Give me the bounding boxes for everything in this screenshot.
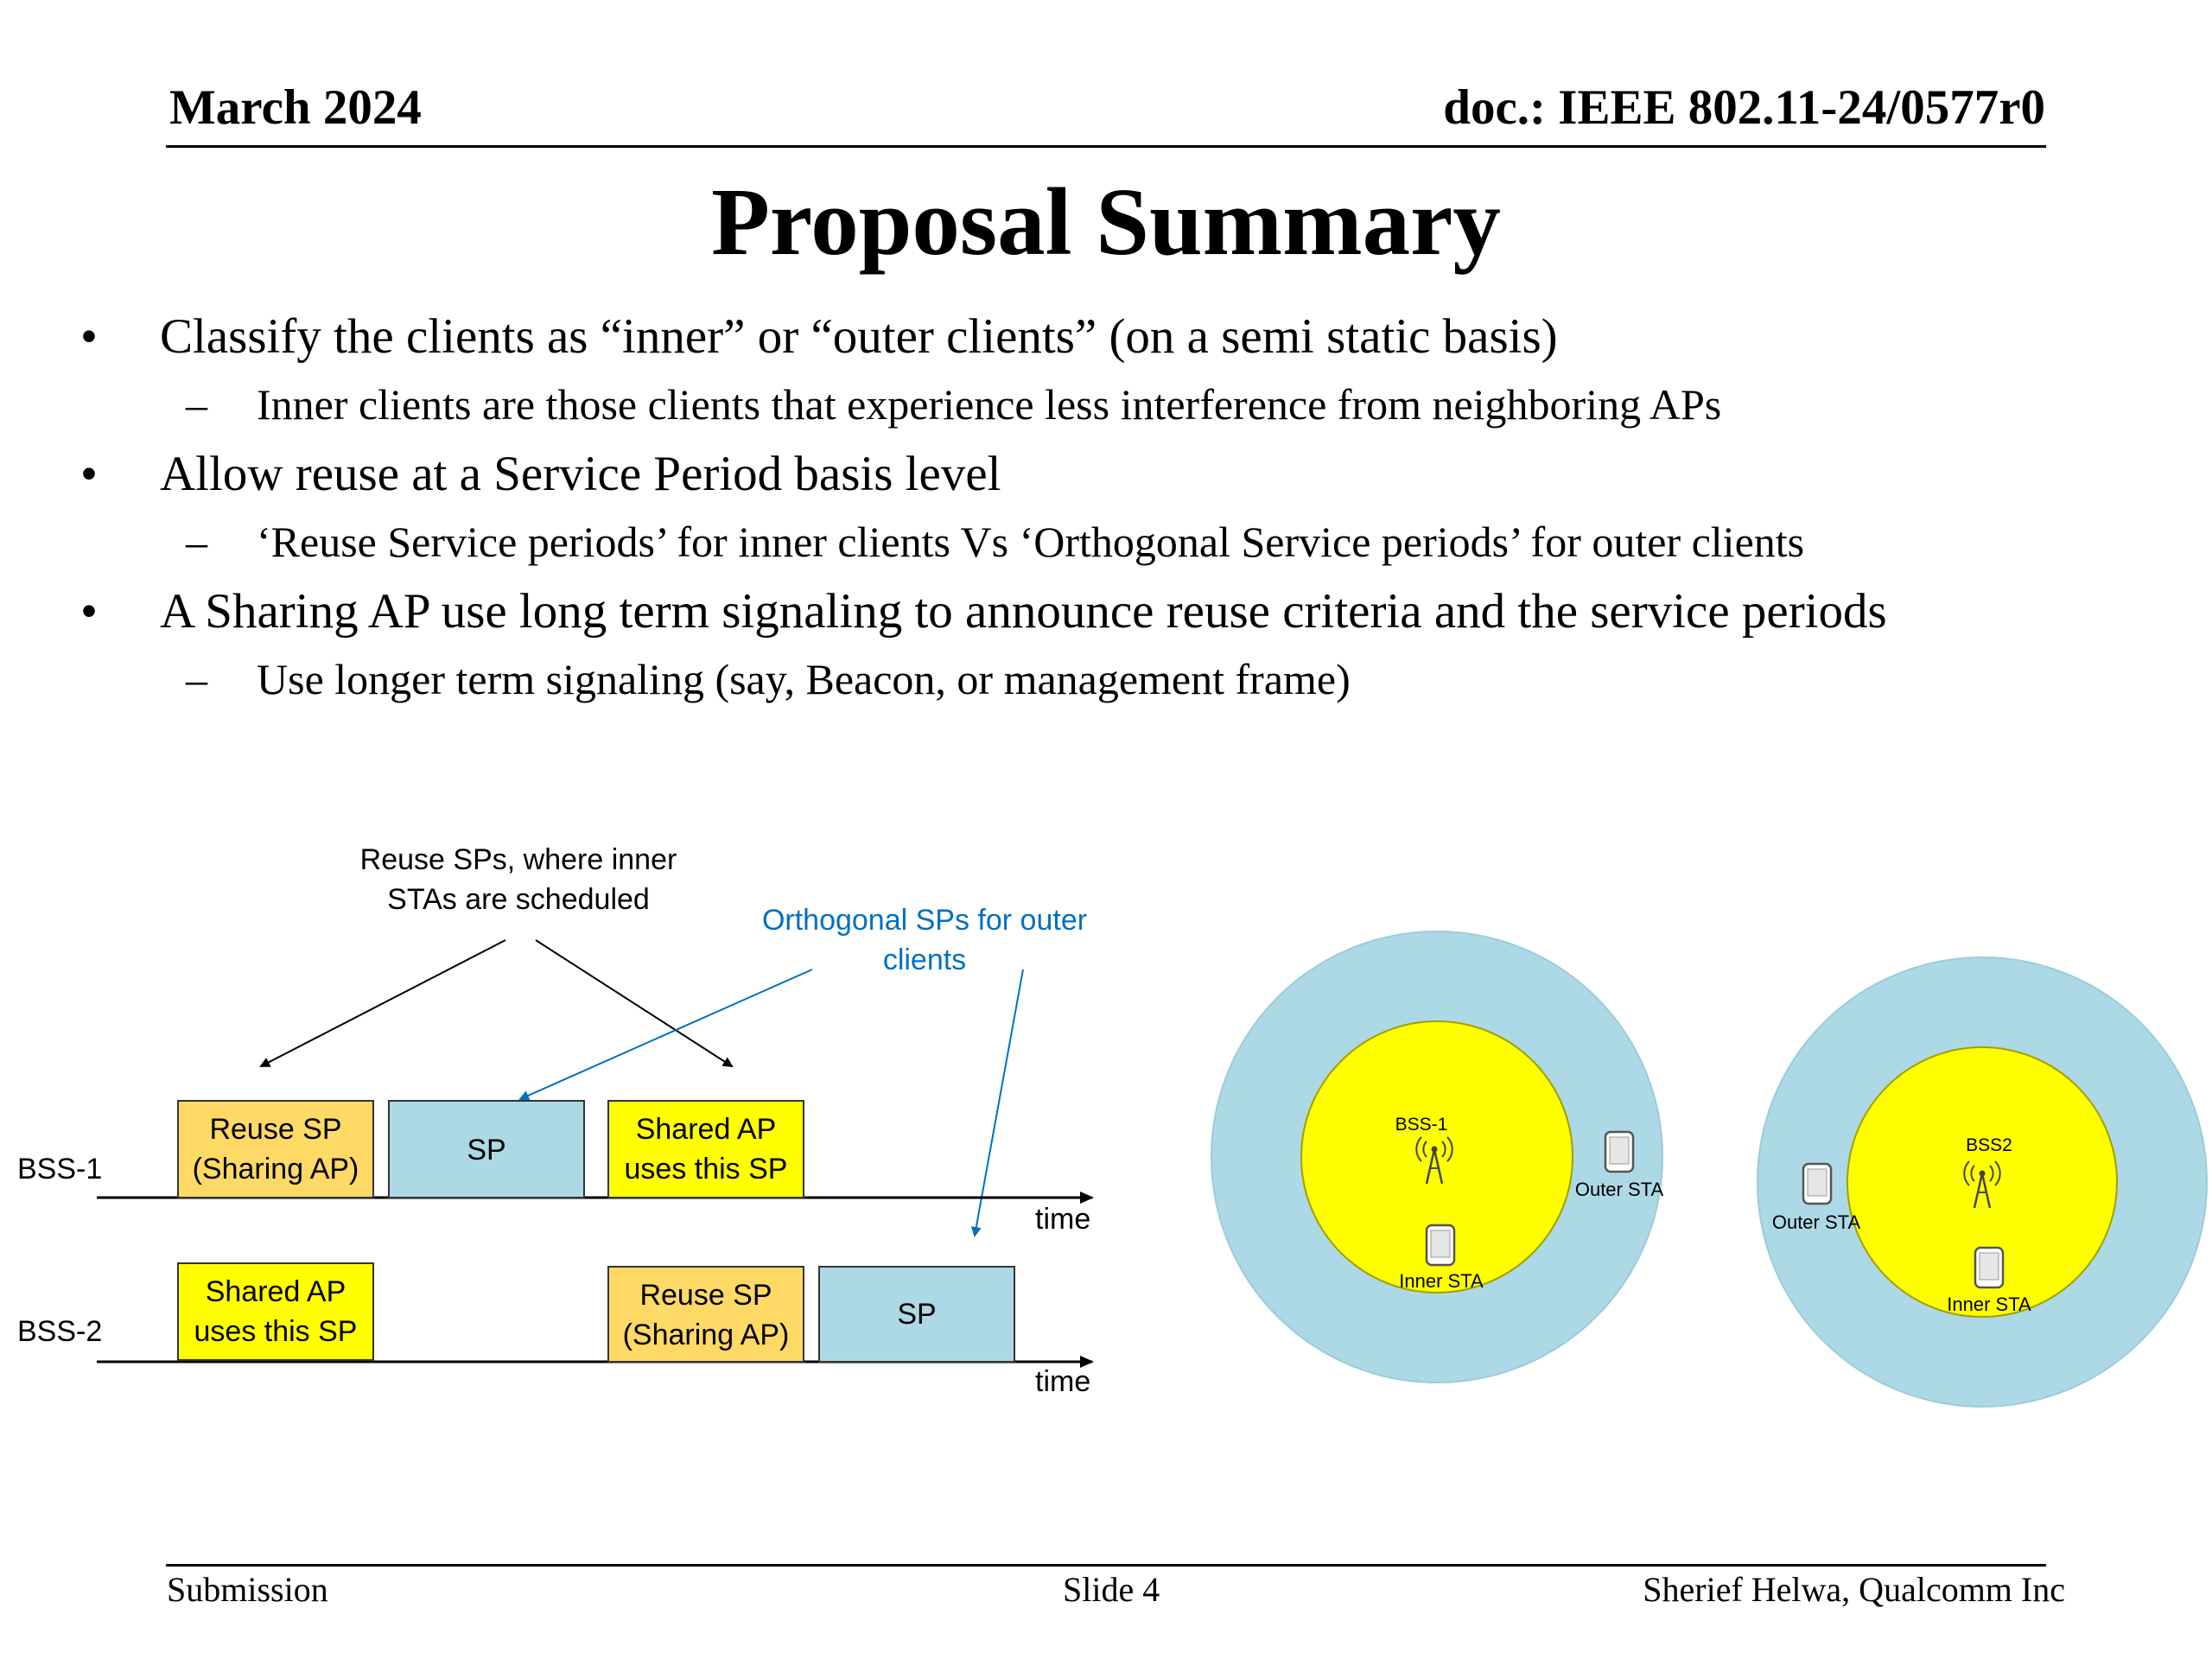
time-axis-label: time xyxy=(1035,1203,1091,1236)
sp-box-text: SP xyxy=(897,1298,937,1331)
bullet-2-text: Allow reuse at a Service Period basis level xyxy=(160,447,1001,501)
sp-box-text: Reuse SP xyxy=(639,1279,772,1312)
sp-box-text: (Sharing AP) xyxy=(622,1319,790,1351)
pointer-arrow-orthogonal-bss1 xyxy=(520,969,812,1099)
footer-slide-number: Slide 4 xyxy=(1063,1570,1160,1609)
sp-box-text: uses this SP xyxy=(624,1153,788,1185)
inner-sta-label: Inner STA xyxy=(1947,1294,2031,1315)
header-doc-id: doc.: IEEE 802.11-24/0577r0 xyxy=(1443,80,2045,135)
sp-box-text: Reuse SP xyxy=(209,1113,342,1146)
cell-bss2 xyxy=(1758,957,2207,1407)
sub-bullet-3-text: Use longer term signaling (say, Beacon, or management frame) xyxy=(257,655,1351,703)
footer-author: Sherief Helwa, Qualcomm Inc xyxy=(1643,1570,2065,1609)
header-date: March 2024 xyxy=(169,80,422,135)
station-device-icon xyxy=(1803,1164,1831,1204)
outer-sta-label: Outer STA xyxy=(1771,1211,1861,1233)
footer-submission: Submission xyxy=(167,1570,328,1609)
sp-box-text: Shared AP xyxy=(205,1275,346,1308)
annotation-orthogonal xyxy=(762,904,1087,976)
bullet-3-text: A Sharing AP use long term signaling to announce reuse criteria and the service periods xyxy=(160,584,1887,639)
annotation-orthogonal-line-2: clients xyxy=(882,944,967,976)
annotation-orthogonal-line-1: Orthogonal SPs for outer xyxy=(761,904,1088,937)
sub-bullet-mark: – xyxy=(186,655,207,703)
row-label-bss2: BSS-2 xyxy=(17,1315,103,1348)
bullet-mark: • xyxy=(80,584,98,639)
pointer-arrow-reuse-bss2 xyxy=(536,940,732,1066)
timeline-row-bss2 xyxy=(17,1263,1092,1398)
sub-bullet-mark: – xyxy=(186,380,207,429)
timeline-row-bss1 xyxy=(17,1101,1092,1236)
slide-title: Proposal Summary xyxy=(711,169,1501,276)
bullet-1-text: Classify the clients as “inner” or “outer clients” (on a semi static basis) xyxy=(160,309,1558,364)
sub-bullet-1-text: Inner clients are those clients that experience less interference from neighboring APs xyxy=(257,380,1722,429)
bullet-mark: • xyxy=(80,447,98,501)
sp-box-text: Shared AP xyxy=(635,1113,777,1146)
station-device-icon xyxy=(1975,1248,2003,1287)
sub-bullet-mark: – xyxy=(186,518,207,566)
outer-sta-label: Outer STA xyxy=(1574,1179,1664,1200)
inner-sta-label: Inner STA xyxy=(1399,1270,1484,1292)
station-device-icon xyxy=(1427,1225,1454,1265)
annotation-reuse xyxy=(360,843,677,916)
row-label-bss1: BSS-1 xyxy=(17,1153,103,1185)
cell-bss1 xyxy=(1211,931,1663,1382)
time-axis-label: time xyxy=(1035,1365,1091,1398)
pointer-arrow-reuse-bss1 xyxy=(261,940,505,1066)
station-device-icon xyxy=(1605,1132,1633,1172)
annotation-reuse-line-1: Reuse SPs, where inner xyxy=(359,843,677,876)
footer-rule xyxy=(166,1564,2046,1567)
sp-box-text: SP xyxy=(467,1134,506,1166)
pointer-arrow-orthogonal-bss2 xyxy=(975,969,1023,1236)
annotation-reuse-line-2: STAs are scheduled xyxy=(387,883,650,916)
sub-bullet-2-text: ‘Reuse Service periods’ for inner clients Vs ‘Orthogonal Service periods’ for outer clients xyxy=(257,518,1805,566)
bss-label: BSS2 xyxy=(1966,1135,2012,1155)
sp-box-text: (Sharing AP) xyxy=(192,1153,359,1185)
bullet-mark: • xyxy=(80,309,98,364)
sp-box-text: uses this SP xyxy=(194,1315,358,1348)
bss-label: BSS-1 xyxy=(1395,1115,1448,1135)
